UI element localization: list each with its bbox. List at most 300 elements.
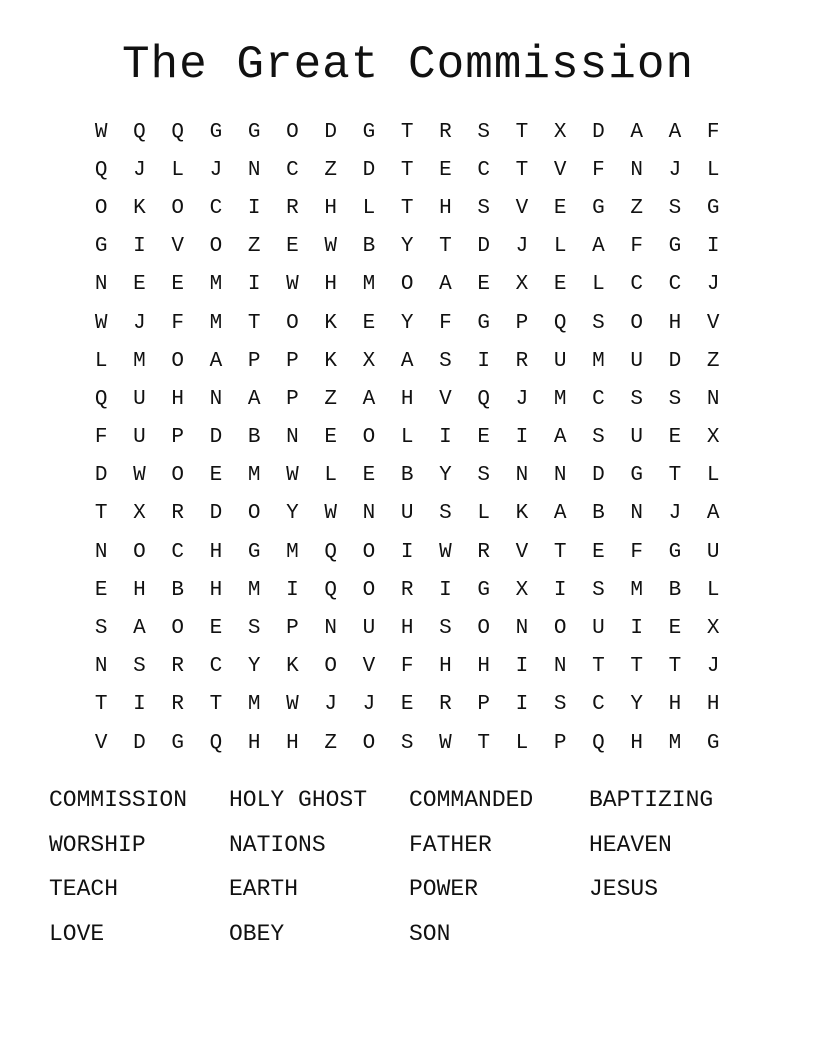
grid-letter: O (94, 196, 108, 220)
grid-letter: I (247, 273, 261, 297)
grid-letter: L (171, 158, 184, 182)
grid-letter: S (133, 655, 146, 679)
grid-letter: G (668, 540, 682, 564)
grid-letter: L (477, 502, 490, 526)
grid-letter: L (553, 235, 567, 259)
word-list-item: BAPTIZING (589, 787, 714, 813)
grid-letter: D (592, 120, 605, 144)
grid-letter: T (515, 158, 529, 182)
grid-letter: A (668, 120, 682, 144)
grid-letter: X (515, 578, 529, 602)
word-list-item: LOVE (49, 921, 105, 948)
grid-letter: O (630, 311, 643, 335)
grid-letter: F (171, 311, 184, 335)
grid-letter: N (247, 158, 261, 182)
grid-letter: G (706, 196, 720, 220)
page-title: The Great Commission (121, 39, 695, 91)
grid-letter: F (706, 120, 720, 144)
grid-letter: L (706, 464, 720, 488)
grid-letter: Y (286, 502, 299, 526)
grid-letter: U (630, 426, 643, 450)
grid-letter: G (209, 120, 223, 144)
grid-letter: A (400, 349, 414, 373)
grid-letter: O (362, 426, 376, 450)
word-list-item: JESUS (589, 876, 659, 903)
grid-letter: F (630, 540, 643, 564)
grid-letter: S (477, 196, 490, 220)
grid-letter: O (171, 196, 184, 220)
grid-letter: Z (706, 349, 720, 373)
grid-letter: P (286, 387, 299, 411)
grid-letter: I (247, 196, 261, 220)
grid-letter: E (133, 273, 146, 297)
grid-letter: U (133, 426, 146, 450)
grid-letter: D (592, 464, 605, 488)
grid-letter: E (592, 540, 605, 564)
grid-letter: P (477, 693, 490, 717)
grid-letter: E (324, 426, 337, 450)
grid-letter: T (515, 120, 529, 144)
grid-letter: L (592, 273, 605, 297)
grid-letter: H (630, 731, 643, 755)
grid-letter: P (553, 731, 567, 755)
grid-letter: O (171, 349, 184, 373)
grid-letter: A (362, 387, 376, 411)
grid-letter: N (286, 426, 299, 450)
grid-letter: D (362, 158, 376, 182)
grid-letter: U (362, 617, 376, 641)
grid-letter: L (706, 578, 720, 602)
grid-letter: M (247, 464, 261, 488)
grid-letter: V (553, 158, 567, 182)
grid-letter: Y (400, 311, 414, 335)
grid-letter: Z (324, 731, 337, 755)
grid-letter: N (515, 617, 529, 641)
grid-letter: M (668, 731, 682, 755)
grid-letter: H (209, 578, 223, 602)
word-list-item: COMMISSION (49, 787, 188, 813)
grid-letter: S (592, 426, 605, 450)
grid-letter: S (400, 731, 414, 755)
grid-letter: V (515, 540, 529, 564)
grid-letter: T (668, 464, 682, 488)
grid-letter: E (400, 693, 414, 717)
grid-letter: W (286, 464, 299, 488)
grid-letter: H (668, 693, 682, 717)
word-list-item: NATIONS (229, 831, 326, 858)
grid-letter: E (553, 273, 567, 297)
grid-letter: R (286, 196, 299, 220)
grid-letter: M (209, 311, 223, 335)
grid-letter: I (439, 426, 452, 450)
grid-letter: A (133, 617, 146, 641)
grid-letter: O (362, 731, 376, 755)
grid-letter: E (477, 273, 490, 297)
grid-letter: I (515, 693, 529, 717)
grid-letter: D (324, 120, 337, 144)
grid-letter: O (362, 578, 376, 602)
grid-letter: A (553, 426, 567, 450)
grid-letter: A (592, 235, 605, 259)
grid-letter: P (286, 617, 299, 641)
grid-letter: S (668, 387, 682, 411)
grid-letter: G (477, 311, 490, 335)
grid-letter: L (706, 158, 720, 182)
grid-letter: E (171, 273, 184, 297)
grid-letter: B (668, 578, 682, 602)
grid-letter: G (630, 464, 643, 488)
letter-grid (82, 113, 732, 762)
grid-letter: O (209, 235, 223, 259)
grid-letter: Q (209, 731, 223, 755)
grid-letter: K (286, 655, 299, 679)
grid-letter: E (362, 311, 376, 335)
grid-letter: X (706, 617, 720, 641)
grid-letter: V (171, 235, 184, 259)
grid-letter: A (630, 120, 643, 144)
grid-letter: Z (324, 387, 337, 411)
grid-letter: D (209, 502, 223, 526)
grid-letter: O (553, 617, 567, 641)
grid-letter: G (247, 540, 261, 564)
grid-letter: E (553, 196, 567, 220)
grid-letter: R (171, 655, 184, 679)
grid-letter: O (362, 540, 376, 564)
grid-letter: J (668, 502, 682, 526)
grid-letter: U (630, 349, 643, 373)
grid-letter: M (209, 273, 223, 297)
grid-letter: Q (324, 578, 337, 602)
grid-letter: S (553, 693, 567, 717)
grid-letter: W (439, 540, 452, 564)
grid-letter: H (324, 196, 337, 220)
grid-letter: A (247, 387, 261, 411)
grid-letter: O (171, 464, 184, 488)
grid-letter: Y (439, 464, 452, 488)
grid-letter: W (133, 464, 146, 488)
grid-letter: H (706, 693, 720, 717)
grid-letter: U (706, 540, 720, 564)
grid-letter: P (515, 311, 529, 335)
word-list-item: HEAVEN (589, 831, 672, 858)
grid-letter: J (133, 311, 146, 335)
grid-letter: X (553, 120, 567, 144)
grid-letter: D (133, 731, 146, 755)
grid-letter: C (592, 693, 605, 717)
grid-letter: C (171, 540, 184, 564)
grid-letter: E (439, 158, 452, 182)
grid-letter: N (94, 655, 108, 679)
grid-letter: I (515, 655, 529, 679)
grid-letter: J (706, 273, 720, 297)
grid-letter: X (515, 273, 529, 297)
word-list-item: POWER (409, 876, 479, 903)
grid-letter: R (439, 693, 452, 717)
grid-letter: K (324, 349, 337, 373)
grid-letter: B (400, 464, 414, 488)
grid-letter: T (400, 120, 414, 144)
grid-letter: B (171, 578, 184, 602)
grid-letter: T (592, 655, 605, 679)
grid-letter: Y (400, 235, 414, 259)
grid-letter: C (477, 158, 490, 182)
grid-letter: S (439, 617, 452, 641)
grid-letter: Q (553, 311, 567, 335)
grid-letter: T (630, 655, 643, 679)
grid-letter: L (400, 426, 414, 450)
grid-letter: B (362, 235, 376, 259)
grid-letter: K (324, 311, 337, 335)
grid-letter: V (362, 655, 376, 679)
grid-letter: M (362, 273, 376, 297)
grid-letter: E (94, 578, 108, 602)
grid-letter: J (209, 158, 223, 182)
grid-letter: I (400, 540, 414, 564)
grid-letter: V (515, 196, 529, 220)
grid-letter: K (133, 196, 146, 220)
grid-letter: I (439, 578, 452, 602)
grid-letter: O (286, 311, 299, 335)
grid-letter: E (362, 464, 376, 488)
grid-letter: M (630, 578, 643, 602)
grid-letter: Q (94, 158, 108, 182)
grid-letter: S (477, 120, 490, 144)
grid-letter: N (94, 273, 108, 297)
grid-letter: G (592, 196, 605, 220)
grid-letter: H (324, 273, 337, 297)
grid-letter: G (477, 578, 490, 602)
grid-letter: S (439, 349, 452, 373)
grid-letter: Q (94, 387, 108, 411)
grid-letter: B (247, 426, 261, 450)
grid-letter: R (171, 502, 184, 526)
grid-letter: R (515, 349, 529, 373)
grid-letter: S (592, 311, 605, 335)
grid-letter: F (592, 158, 605, 182)
grid-letter: B (592, 502, 605, 526)
grid-letter: I (553, 578, 567, 602)
grid-letter: W (286, 693, 299, 717)
grid-letter: W (324, 235, 337, 259)
grid-letter: S (477, 464, 490, 488)
grid-letter: Q (171, 120, 184, 144)
grid-letter: T (400, 158, 414, 182)
grid-letter: I (706, 235, 720, 259)
grid-letter: O (286, 120, 299, 144)
word-list-item: FATHER (409, 831, 492, 858)
grid-letter: I (630, 617, 643, 641)
grid-letter: S (247, 617, 261, 641)
grid-letter: V (706, 311, 720, 335)
grid-letter: A (706, 502, 720, 526)
grid-letter: I (515, 426, 529, 450)
grid-letter: T (477, 731, 490, 755)
grid-letter: H (286, 731, 299, 755)
grid-letter: Z (630, 196, 643, 220)
grid-letter: H (133, 578, 146, 602)
grid-letter: Q (133, 120, 146, 144)
grid-letter: F (630, 235, 643, 259)
grid-letter: Y (247, 655, 261, 679)
grid-letter: L (515, 731, 529, 755)
grid-letter: S (668, 196, 682, 220)
grid-letter: M (286, 540, 299, 564)
grid-letter: F (400, 655, 414, 679)
grid-letter: S (94, 617, 108, 641)
grid-letter: J (515, 387, 529, 411)
grid-letter: N (362, 502, 376, 526)
word-list-item: SON (409, 921, 451, 948)
grid-letter: J (133, 158, 146, 182)
grid-letter: I (133, 693, 146, 717)
word-list-item: OBEY (229, 921, 285, 948)
grid-letter: C (286, 158, 299, 182)
grid-letter: S (592, 578, 605, 602)
grid-letter: H (400, 617, 414, 641)
grid-letter: H (477, 655, 490, 679)
grid-letter: C (668, 273, 682, 297)
grid-letter: C (630, 273, 643, 297)
grid-letter: O (400, 273, 414, 297)
grid-letter: U (553, 349, 567, 373)
grid-letter: Z (324, 158, 337, 182)
grid-letter: J (706, 655, 720, 679)
grid-letter: V (439, 387, 452, 411)
grid-letter: Q (324, 540, 337, 564)
grid-letter: E (668, 617, 682, 641)
grid-letter: H (400, 387, 414, 411)
grid-letter: L (324, 464, 337, 488)
grid-letter: X (362, 349, 376, 373)
grid-letter: O (171, 617, 184, 641)
grid-letter: S (630, 387, 643, 411)
grid-letter: W (439, 731, 452, 755)
grid-letter: W (286, 273, 299, 297)
grid-letter: J (324, 693, 337, 717)
grid-letter: U (400, 502, 414, 526)
grid-letter: T (400, 196, 414, 220)
grid-letter: D (94, 464, 108, 488)
grid-letter: H (439, 196, 452, 220)
grid-letter: H (171, 387, 184, 411)
grid-letter: U (133, 387, 146, 411)
grid-letter: C (592, 387, 605, 411)
grid-letter: N (324, 617, 337, 641)
grid-letter: T (94, 502, 108, 526)
grid-letter: F (439, 311, 452, 335)
grid-letter: R (477, 540, 490, 564)
grid-letter: S (439, 502, 452, 526)
grid-letter: P (286, 349, 299, 373)
word-list-item: EARTH (229, 876, 299, 903)
grid-letter: G (247, 120, 261, 144)
grid-letter: T (668, 655, 682, 679)
grid-letter: M (247, 578, 261, 602)
grid-letter: R (171, 693, 184, 717)
grid-letter: A (439, 273, 452, 297)
grid-letter: P (247, 349, 261, 373)
grid-letter: U (592, 617, 605, 641)
grid-letter: A (553, 502, 567, 526)
grid-letter: M (133, 349, 146, 373)
grid-letter: P (171, 426, 184, 450)
grid-letter: T (247, 311, 261, 335)
grid-letter: Y (630, 693, 643, 717)
grid-letter: R (400, 578, 414, 602)
grid-letter: C (209, 655, 223, 679)
grid-letter: O (133, 540, 146, 564)
grid-letter: T (209, 693, 223, 717)
grid-letter: C (209, 196, 223, 220)
grid-letter: L (362, 196, 376, 220)
grid-letter: G (362, 120, 376, 144)
grid-letter: G (668, 235, 682, 259)
grid-letter: O (324, 655, 337, 679)
word-list (49, 778, 769, 957)
word-list-item: HOLY GHOST (229, 787, 368, 813)
grid-letter: G (94, 235, 108, 259)
grid-letter: O (477, 617, 490, 641)
grid-letter: E (209, 464, 223, 488)
grid-letter: J (362, 693, 376, 717)
grid-letter: T (94, 693, 108, 717)
word-list-item: COMMANDED (409, 787, 534, 813)
grid-letter: H (209, 540, 223, 564)
grid-letter: F (94, 426, 108, 450)
grid-letter: H (247, 731, 261, 755)
word-list-item: WORSHIP (49, 831, 146, 858)
grid-letter: V (94, 731, 108, 755)
grid-letter: R (439, 120, 452, 144)
grid-letter: N (706, 387, 720, 411)
grid-letter: G (706, 731, 720, 755)
grid-letter: N (630, 158, 643, 182)
grid-letter: E (209, 617, 223, 641)
grid-letter: T (553, 540, 567, 564)
grid-letter: I (477, 349, 490, 373)
grid-letter: Q (592, 731, 605, 755)
grid-letter: K (515, 502, 529, 526)
grid-letter: N (209, 387, 223, 411)
grid-letter: M (592, 349, 605, 373)
grid-letter: G (171, 731, 184, 755)
grid-letter: Z (247, 235, 261, 259)
grid-letter: W (94, 311, 108, 335)
grid-letter: M (247, 693, 261, 717)
grid-letter: J (668, 158, 682, 182)
grid-letter: A (209, 349, 223, 373)
grid-letter: N (515, 464, 529, 488)
grid-letter: E (286, 235, 299, 259)
grid-letter: W (324, 502, 337, 526)
grid-letter: H (668, 311, 682, 335)
grid-letter: N (94, 540, 108, 564)
word-list-item: TEACH (49, 876, 119, 903)
grid-letter: D (209, 426, 223, 450)
grid-letter: W (94, 120, 108, 144)
grid-letter: I (286, 578, 299, 602)
grid-letter: N (553, 655, 567, 679)
grid-letter: N (553, 464, 567, 488)
grid-letter: X (133, 502, 146, 526)
grid-letter: J (515, 235, 529, 259)
grid-letter: I (133, 235, 146, 259)
grid-letter: Q (477, 387, 490, 411)
grid-letter: L (94, 349, 108, 373)
grid-letter: D (668, 349, 682, 373)
grid-letter: M (553, 387, 567, 411)
grid-letter: E (477, 426, 490, 450)
